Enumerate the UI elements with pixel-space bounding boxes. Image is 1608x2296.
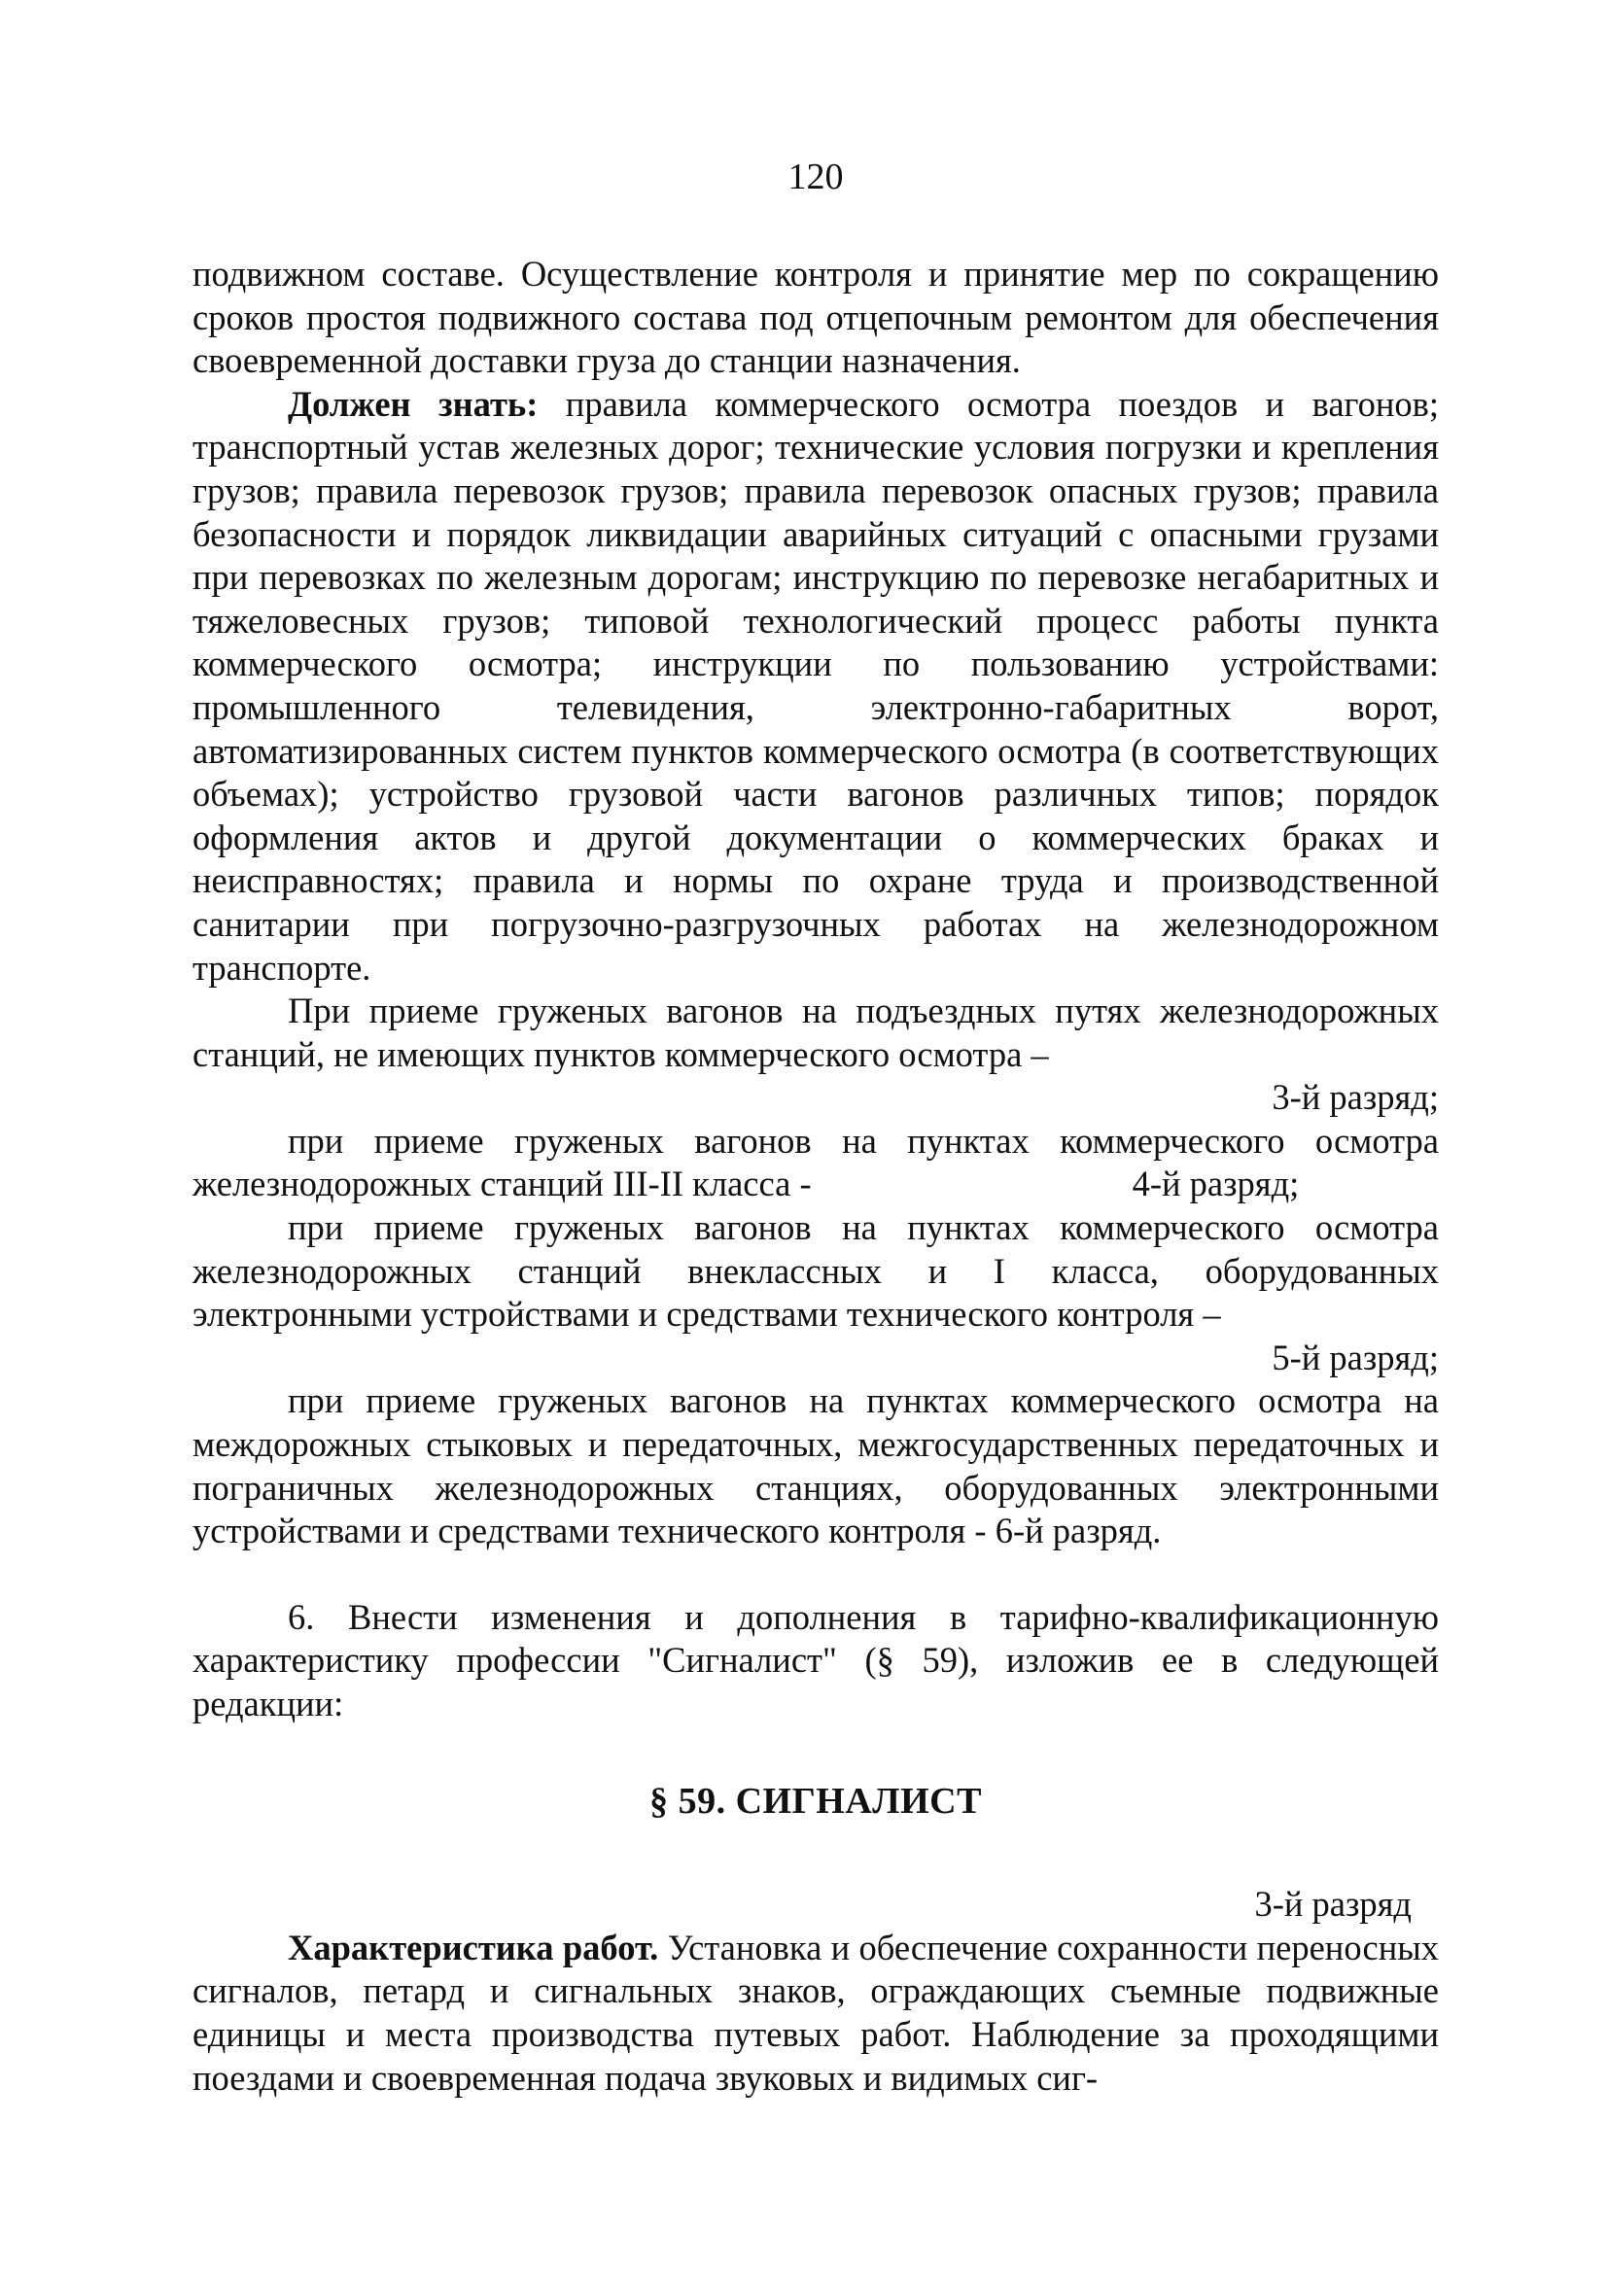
paragraph-continuation: подвижном составе. Осуществление контроля и принятие мер по сокращению сроков простоя подвижного состава под отцепочным ремонтом для обеспечения своевременной доставки груза до станции назначения. bbox=[192, 254, 1439, 381]
item-6-paragraph: 6. Внести изменения и дополнения в тарифно-квалификационную характеристику профессии "Сигналист" (§ 59), изложив ее в следующей редакции: bbox=[192, 1596, 1439, 1723]
section-rank: 3-й разряд bbox=[1254, 1884, 1412, 1925]
grade-6-text bbox=[192, 1379, 1439, 1552]
grade-3-rank: 3-й разряд; bbox=[1272, 1077, 1439, 1118]
work-characteristic-label: Характеристика работ. bbox=[288, 1927, 659, 1967]
must-know-paragraph bbox=[192, 383, 1439, 990]
section-title: § 59. СИГНАЛИСТ bbox=[649, 1780, 982, 1822]
document-page bbox=[192, 156, 1439, 2100]
grade-3-text: При приеме груженых вагонов на подъездных путях железнодорожных станций, не имеющих пунктов коммерческого осмотра – bbox=[192, 991, 1439, 1074]
grade-5-text: при приеме груженых вагонов на пунктах коммерческого осмотра железнодорожных станций внеклассных и I класса, оборудованных электронными устройствами и средствами технического контроля – bbox=[192, 1207, 1439, 1335]
must-know-text: правила коммерческого осмотра поездов и вагонов; транспортный устав железных дорог; технические условия погрузки и крепления грузов; правила перевозок грузов; правила перевозок опасных грузов; правила безопасности и порядок ликвидации аварийных ситуаций с опасными грузами при перевозках по железным дорогам; инструкцию по перевозке негабаритных и тяжеловесных грузов; типовой технологический процесс работы пункта коммерческого осмотра; инструкции по пользованию устройствами: промышленного телевидения, электронно-габаритных ворот, автоматизированных систем пунктов коммерческого осмотра (в соответствующих объемах); устройство грузовой части вагонов различных типов; порядок оформления актов и другой документации о коммерческих браках и неисправностях; правила и нормы по охране труда и производственной санитарии при погрузочно-разгрузочных работах на железнодорожном транспорте. bbox=[192, 383, 1439, 988]
grade-6-rank: 6-й разряд. bbox=[995, 1511, 1162, 1551]
grade-4-text bbox=[192, 1120, 1439, 1206]
grade-4-description: при приеме груженых вагонов на пунктах коммерческого осмотра железнодорожных станций III-II класса - bbox=[192, 1120, 1439, 1204]
grade-6-description: при приеме груженых вагонов на пунктах коммерческого осмотра на междорожных стыковых и передаточных, межгосударственных передаточных и пограничных железнодорожных станциях, оборудованных электронными устройствами и средствами технического контроля - bbox=[192, 1380, 1439, 1551]
work-characteristic-paragraph bbox=[192, 1927, 1439, 2100]
page-number: 120 bbox=[787, 157, 844, 197]
work-characteristic-text: Установка и обеспечение сохранности переносных сигналов, петард и сигнальных знаков, ограждающих съемные подвижные единицы и места производства путевых работ. Наблюдение за проходящими поездами и своевременная подача звуковых и видимых сиг- bbox=[192, 1927, 1439, 2098]
grade-5-rank: 5-й разряд; bbox=[1272, 1337, 1439, 1377]
grade-4-rank: 4-й разряд; bbox=[1132, 1164, 1300, 1204]
must-know-label: Должен знать: bbox=[288, 383, 539, 424]
